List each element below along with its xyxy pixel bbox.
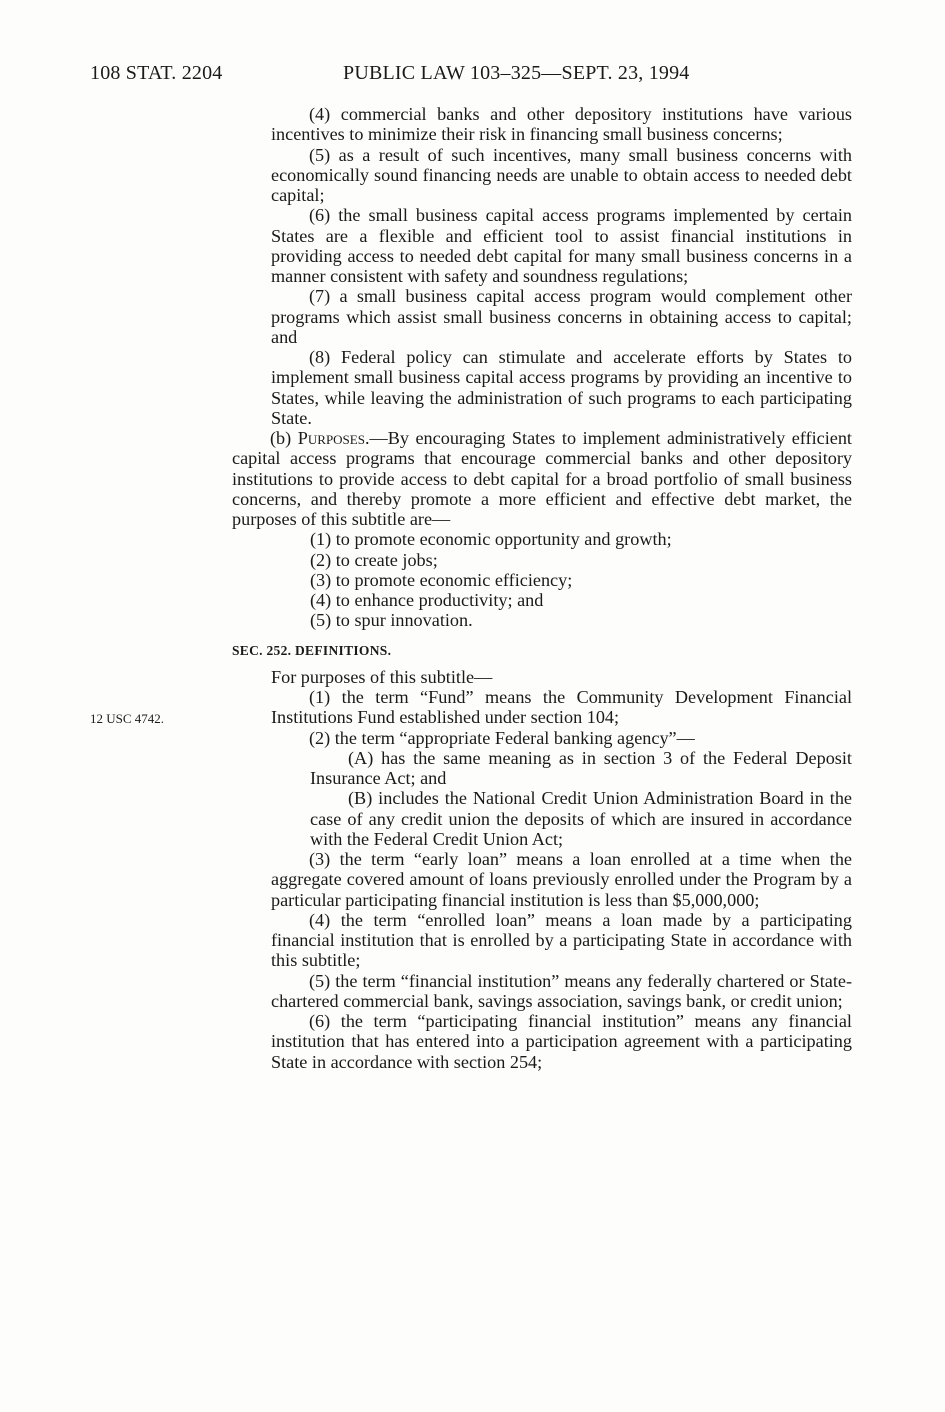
definition-enrolled-loan: (4) the term “enrolled loan” means a loan made by a participating financial institution that is enrolled by a participating State in accordance with this subtitle; [271,909,852,971]
paragraph-8: (8) Federal policy can stimulate and accelerate efforts by States to implement small business capital access programs by providing an incentive to States, while leaving the administration of such programs to each participating State. [271,347,852,428]
purposes-paragraph [232,428,852,529]
paragraph-6: (6) the small business capital access programs implemented by certain States are a flexible and efficient tool to assist financial institutions in providing access to needed debt capital for many small business concerns in a manner consistent with safety and soundness regulations; [271,205,852,286]
purpose-item: (4) to enhance productivity; and [310,590,544,610]
running-header: PUBLIC LAW 103–325—SEPT. 23, 1994 [343,62,690,84]
definition-banking-agency: (2) the term “appropriate Federal banking agency”— [309,727,695,748]
purpose-item: (2) to create jobs; [310,549,438,570]
paragraph-4: (4) commercial banks and other depository institutions have various incentives to minimize their risk in financing small business concerns; [271,104,852,145]
statute-page-number: 108 STAT. 2204 [90,62,223,84]
purposes-label: (b) [270,428,298,448]
paragraph-5: (5) as a result of such incentives, many small business concerns with economically sound financing needs are unable to obtain access to needed debt capital; [271,144,852,205]
definitions-intro: For purposes of this subtitle— [271,666,493,687]
purposes-heading: Purposes [297,428,365,448]
definition-banking-agency-b: (B) includes the National Credit Union Administration Board in the case of any credit union the deposits of which are insured in accordance with the Federal Credit Union Act; [310,788,852,849]
definition-financial-institution: (5) the term “financial institution” means any federally chartered or State-chartered commercial bank, savings association, savings bank, or credit union; [271,970,852,1011]
definition-fund: (1) the term “Fund” means the Community Development Financial Institutions Fund established under section 104; [271,687,852,728]
paragraph-7: (7) a small business capital access program would complement other programs which assist small business concerns in obtaining access to capital; and [271,286,852,347]
definition-early-loan: (3) the term “early loan” means a loan enrolled at a time when the aggregate covered amount of loans previously enrolled under the Program by a particular participating financial institution is less than $5,000,000; [271,849,852,910]
purpose-item: (1) to promote economic opportunity and growth; [310,529,672,550]
purpose-item: (3) to promote economic efficiency; [310,569,573,590]
definition-banking-agency-a: (A) has the same meaning as in section 3 of the Federal Deposit Insurance Act; and [310,747,852,788]
usc-citation: 12 USC 4742. [90,711,165,726]
purpose-item: (5) to spur innovation. [310,610,473,631]
body-text [232,104,852,1072]
section-heading: SEC. 252. DEFINITIONS. [232,642,392,658]
definition-participating-institution: (6) the term “participating financial institution” means any financial institution that has entered into a participation agreement with a participating State in accordance with section 254; [271,1011,852,1072]
purposes-text: .—By encouraging States to implement administratively efficient capital access programs that encourage commercial banks and other depository institutions to provide access to debt capital for a broad portfolio of small business concerns, and thereby promote a more efficient and effective debt market, the purposes of this subtitle are— [232,428,852,529]
